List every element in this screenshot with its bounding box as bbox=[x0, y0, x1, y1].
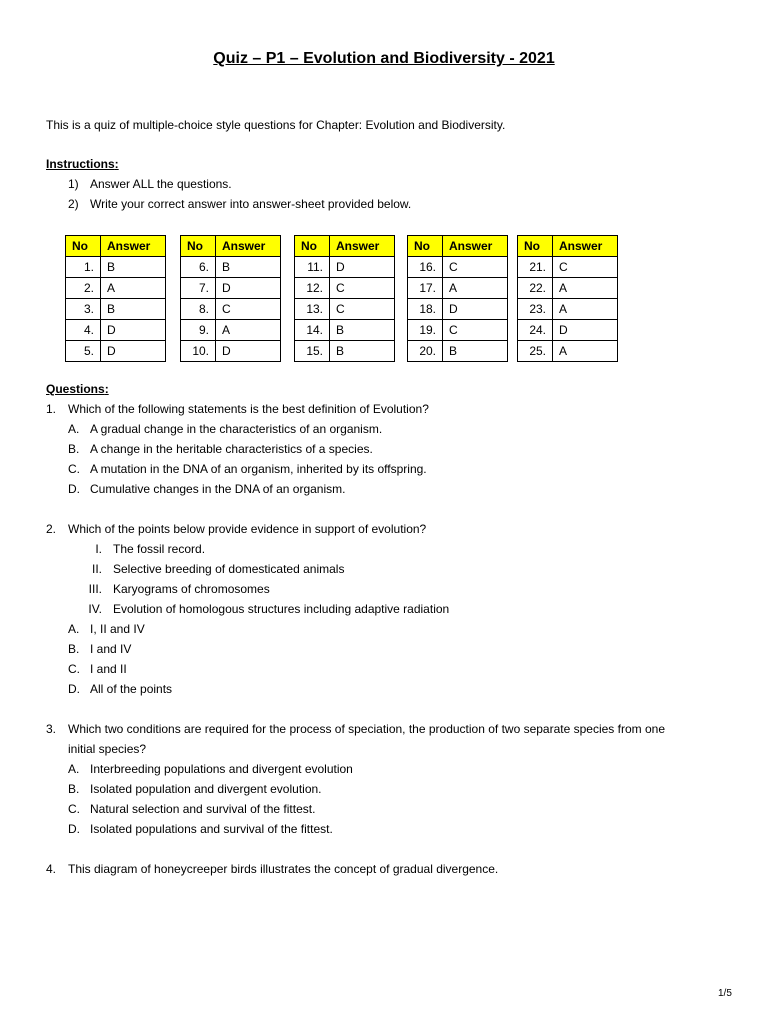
option-text: I, II and IV bbox=[90, 622, 145, 636]
question-number: 20. bbox=[408, 341, 443, 362]
instructions-heading-label: Instructions bbox=[46, 157, 115, 171]
point-label: I. bbox=[95, 542, 102, 556]
question-number: 17. bbox=[408, 278, 443, 299]
header-no: No bbox=[66, 236, 101, 257]
instruction-item bbox=[46, 197, 726, 211]
point-label: IV. bbox=[88, 602, 102, 616]
answer-table-header bbox=[408, 236, 508, 257]
page-title: Quiz – P1 – Evolution and Biodiversity - 2021 bbox=[213, 50, 555, 67]
point-text: Selective breeding of domesticated animals bbox=[113, 562, 345, 576]
answer-cell: C bbox=[330, 299, 395, 320]
answer-table-header bbox=[181, 236, 281, 257]
header-answer: Answer bbox=[330, 236, 395, 257]
answer-cell: D bbox=[330, 257, 395, 278]
option-label: D. bbox=[68, 482, 80, 496]
option-label: C. bbox=[68, 462, 80, 476]
answer-cell: D bbox=[216, 278, 281, 299]
question-number: 16. bbox=[408, 257, 443, 278]
questions-heading-label: Questions bbox=[46, 382, 105, 396]
answer-row bbox=[408, 257, 508, 278]
question-text-continued: initial species? bbox=[68, 742, 147, 756]
answer-cell: D bbox=[553, 320, 618, 341]
question-number: 3. bbox=[46, 722, 57, 736]
answer-row bbox=[518, 299, 618, 320]
question-number: 5. bbox=[66, 341, 101, 362]
answer-cell: B bbox=[216, 257, 281, 278]
questions-heading-colon: : bbox=[104, 382, 109, 396]
question-number: 13. bbox=[295, 299, 330, 320]
question-number: 9. bbox=[181, 320, 216, 341]
question-number: 21. bbox=[518, 257, 553, 278]
header-no: No bbox=[295, 236, 330, 257]
option-text: Isolated population and divergent evolution. bbox=[90, 782, 322, 796]
question-number: 14. bbox=[295, 320, 330, 341]
answer-table-header bbox=[518, 236, 618, 257]
option-text: Isolated populations and survival of the fittest. bbox=[90, 822, 333, 836]
answer-cell: A bbox=[216, 320, 281, 341]
answer-row bbox=[181, 299, 281, 320]
answer-row bbox=[66, 299, 166, 320]
option-text: Natural selection and survival of the fittest. bbox=[90, 802, 316, 816]
question-text: This diagram of honeycreeper birds illustrates the concept of gradual divergence. bbox=[68, 862, 499, 876]
answer-row bbox=[518, 278, 618, 299]
instruction-number: 2) bbox=[68, 197, 79, 211]
question-number: 24. bbox=[518, 320, 553, 341]
instructions-heading bbox=[46, 157, 119, 171]
answer-row bbox=[518, 257, 618, 278]
answer-cell: D bbox=[216, 341, 281, 362]
question-number: 18. bbox=[408, 299, 443, 320]
answer-cell: D bbox=[101, 341, 166, 362]
question-number: 10. bbox=[181, 341, 216, 362]
answer-cell: A bbox=[443, 278, 508, 299]
question-number: 11. bbox=[295, 257, 330, 278]
header-answer: Answer bbox=[216, 236, 281, 257]
question-number: 4. bbox=[46, 862, 57, 876]
answer-row bbox=[408, 341, 508, 362]
answer-row bbox=[518, 320, 618, 341]
point-text: Evolution of homologous structures including adaptive radiation bbox=[113, 602, 450, 616]
question-number: 25. bbox=[518, 341, 553, 362]
answer-table-4 bbox=[407, 235, 508, 362]
answer-table-1 bbox=[65, 235, 166, 362]
answer-table-header bbox=[295, 236, 395, 257]
answer-row bbox=[66, 320, 166, 341]
question-number: 12. bbox=[295, 278, 330, 299]
header-no: No bbox=[518, 236, 553, 257]
answer-row bbox=[295, 320, 395, 341]
option-text: I and IV bbox=[90, 642, 132, 656]
answer-table-header bbox=[66, 236, 166, 257]
intro-text: This is a quiz of multiple-choice style questions for Chapter: Evolution and Biodiversity. bbox=[46, 118, 506, 132]
option-text: Interbreeding populations and divergent evolution bbox=[90, 762, 353, 776]
answer-row bbox=[408, 278, 508, 299]
point-text: Karyograms of chromosomes bbox=[113, 582, 270, 596]
answer-cell: A bbox=[553, 299, 618, 320]
instruction-text: Answer ALL the questions. bbox=[90, 177, 232, 191]
answer-row bbox=[295, 341, 395, 362]
question-number: 2. bbox=[46, 522, 57, 536]
answer-table-2 bbox=[180, 235, 281, 362]
answer-cell: A bbox=[553, 341, 618, 362]
option-text: A mutation in the DNA of an organism, inherited by its offspring. bbox=[90, 462, 427, 476]
answer-sheet bbox=[65, 235, 619, 360]
header-no: No bbox=[181, 236, 216, 257]
instruction-number: 1) bbox=[68, 177, 79, 191]
answer-cell: B bbox=[101, 257, 166, 278]
option-label: A. bbox=[68, 422, 80, 436]
answer-row bbox=[295, 257, 395, 278]
answer-row bbox=[181, 278, 281, 299]
answer-table-5 bbox=[517, 235, 618, 362]
answer-cell: B bbox=[101, 299, 166, 320]
answer-cell: A bbox=[553, 278, 618, 299]
question-text: Which two conditions are required for the process of speciation, the production of two separate species from one bbox=[68, 722, 665, 736]
option-label: C. bbox=[68, 802, 80, 816]
option-label: B. bbox=[68, 782, 80, 796]
answer-row bbox=[295, 299, 395, 320]
instructions-heading-colon: : bbox=[114, 157, 119, 171]
question-number: 22. bbox=[518, 278, 553, 299]
option-text: A gradual change in the characteristics of an organism. bbox=[90, 422, 383, 436]
answer-row bbox=[295, 278, 395, 299]
question-number: 2. bbox=[66, 278, 101, 299]
option-text: Cumulative changes in the DNA of an organism. bbox=[90, 482, 346, 496]
question-number: 15. bbox=[295, 341, 330, 362]
option-text: I and II bbox=[90, 662, 127, 676]
answer-cell: A bbox=[101, 278, 166, 299]
answer-cell: D bbox=[443, 299, 508, 320]
answer-cell: C bbox=[216, 299, 281, 320]
answer-row bbox=[181, 341, 281, 362]
option-text: A change in the heritable characteristics of a species. bbox=[90, 442, 373, 456]
option-label: A. bbox=[68, 622, 80, 636]
question-number: 3. bbox=[66, 299, 101, 320]
answer-row bbox=[66, 257, 166, 278]
instruction-item bbox=[46, 177, 726, 191]
question-number: 23. bbox=[518, 299, 553, 320]
option-label: B. bbox=[68, 642, 80, 656]
answer-row bbox=[181, 257, 281, 278]
option-label: D. bbox=[68, 822, 80, 836]
point-label: III. bbox=[88, 582, 102, 596]
question-number: 6. bbox=[181, 257, 216, 278]
question-number: 1. bbox=[46, 402, 57, 416]
answer-cell: B bbox=[443, 341, 508, 362]
question-number: 8. bbox=[181, 299, 216, 320]
answer-row bbox=[408, 299, 508, 320]
point-text: The fossil record. bbox=[113, 542, 206, 556]
answer-row bbox=[518, 341, 618, 362]
answer-cell: B bbox=[330, 341, 395, 362]
page-number: 1/5 bbox=[718, 988, 732, 999]
questions-heading bbox=[46, 382, 109, 396]
question-number: 7. bbox=[181, 278, 216, 299]
answer-row bbox=[408, 320, 508, 341]
option-label: D. bbox=[68, 682, 80, 696]
answer-cell: B bbox=[330, 320, 395, 341]
question-number: 4. bbox=[66, 320, 101, 341]
question-number: 19. bbox=[408, 320, 443, 341]
point-label: II. bbox=[91, 562, 102, 576]
option-text: All of the points bbox=[90, 682, 173, 696]
answer-row bbox=[66, 341, 166, 362]
answer-cell: C bbox=[443, 320, 508, 341]
instruction-text: Write your correct answer into answer-sheet provided below. bbox=[90, 197, 412, 211]
answer-cell: C bbox=[330, 278, 395, 299]
question-text: Which of the following statements is the best definition of Evolution? bbox=[68, 402, 429, 416]
answer-row bbox=[181, 320, 281, 341]
question-number: 1. bbox=[66, 257, 101, 278]
header-answer: Answer bbox=[443, 236, 508, 257]
header-no: No bbox=[408, 236, 443, 257]
answer-row bbox=[66, 278, 166, 299]
option-label: B. bbox=[68, 442, 80, 456]
answer-cell: C bbox=[443, 257, 508, 278]
answer-cell: D bbox=[101, 320, 166, 341]
header-answer: Answer bbox=[553, 236, 618, 257]
option-label: C. bbox=[68, 662, 80, 676]
answer-table-3 bbox=[294, 235, 395, 362]
question-text: Which of the points below provide evidence in support of evolution? bbox=[68, 522, 427, 536]
answer-cell: C bbox=[553, 257, 618, 278]
header-answer: Answer bbox=[101, 236, 166, 257]
option-label: A. bbox=[68, 762, 80, 776]
